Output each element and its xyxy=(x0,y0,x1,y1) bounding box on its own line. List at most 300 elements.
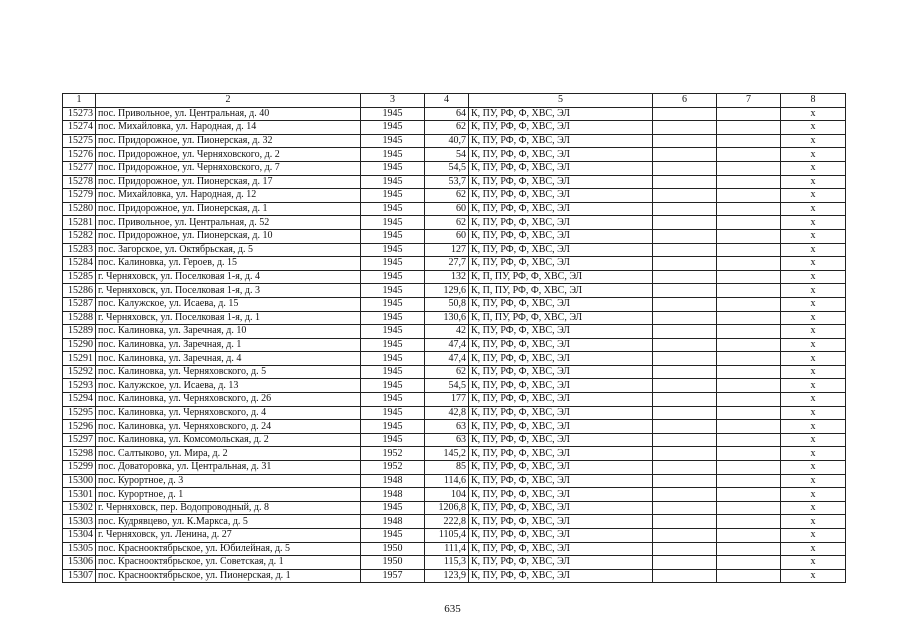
table-row xyxy=(63,229,846,243)
cell-id: 15294 xyxy=(63,393,96,407)
cell-col8: х xyxy=(781,406,846,420)
cell-address: пос. Калиновка, ул. Героев, д. 15 xyxy=(96,257,361,271)
cell-col6 xyxy=(653,542,717,556)
cell-id: 15293 xyxy=(63,379,96,393)
cell-col6 xyxy=(653,501,717,515)
cell-col6 xyxy=(653,297,717,311)
cell-year: 1952 xyxy=(361,461,425,475)
cell-col7 xyxy=(717,189,781,203)
cell-area: 63 xyxy=(425,433,469,447)
cell-address: г. Черняховск, ул. Ленина, д. 27 xyxy=(96,529,361,543)
cell-col8: х xyxy=(781,474,846,488)
cell-utilities: К, ПУ, РФ, Ф, ХВС, ЭЛ xyxy=(469,461,653,475)
table-row xyxy=(63,393,846,407)
header-cell: 7 xyxy=(717,94,781,108)
cell-year: 1945 xyxy=(361,202,425,216)
cell-col6 xyxy=(653,529,717,543)
cell-col8: х xyxy=(781,121,846,135)
cell-col6 xyxy=(653,270,717,284)
cell-id: 15292 xyxy=(63,365,96,379)
table-row xyxy=(63,447,846,461)
cell-col6 xyxy=(653,569,717,583)
cell-year: 1950 xyxy=(361,556,425,570)
table-row xyxy=(63,379,846,393)
cell-area: 40,7 xyxy=(425,134,469,148)
table-row xyxy=(63,311,846,325)
cell-id: 15303 xyxy=(63,515,96,529)
cell-address: г. Черняховск, ул. Поселковая 1-я, д. 4 xyxy=(96,270,361,284)
cell-year: 1945 xyxy=(361,311,425,325)
cell-col6 xyxy=(653,556,717,570)
cell-col8: х xyxy=(781,433,846,447)
cell-utilities: К, ПУ, РФ, Ф, ХВС, ЭЛ xyxy=(469,297,653,311)
cell-address: пос. Калиновка, ул. Черняховского, д. 26 xyxy=(96,393,361,407)
cell-utilities: К, ПУ, РФ, Ф, ХВС, ЭЛ xyxy=(469,529,653,543)
cell-col7 xyxy=(717,243,781,257)
cell-col8: х xyxy=(781,365,846,379)
cell-col7 xyxy=(717,121,781,135)
header-cell: 6 xyxy=(653,94,717,108)
table-row xyxy=(63,542,846,556)
cell-col6 xyxy=(653,488,717,502)
cell-col6 xyxy=(653,257,717,271)
cell-area: 129,6 xyxy=(425,284,469,298)
cell-address: пос. Кудрявцево, ул. К.Маркса, д. 5 xyxy=(96,515,361,529)
cell-address: г. Черняховск, ул. Поселковая 1-я, д. 3 xyxy=(96,284,361,298)
cell-id: 15298 xyxy=(63,447,96,461)
cell-year: 1945 xyxy=(361,257,425,271)
cell-area: 27,7 xyxy=(425,257,469,271)
cell-id: 15284 xyxy=(63,257,96,271)
cell-col8: х xyxy=(781,189,846,203)
cell-year: 1945 xyxy=(361,352,425,366)
cell-col8: х xyxy=(781,325,846,339)
cell-utilities: К, ПУ, РФ, Ф, ХВС, ЭЛ xyxy=(469,202,653,216)
cell-area: 114,6 xyxy=(425,474,469,488)
cell-area: 62 xyxy=(425,216,469,230)
cell-address: пос. Калиновка, ул. Заречная, д. 10 xyxy=(96,325,361,339)
cell-address: пос. Краснооктябрьское, ул. Пионерская, д. 1 xyxy=(96,569,361,583)
cell-address: пос. Салтыково, ул. Мира, д. 2 xyxy=(96,447,361,461)
table-row xyxy=(63,243,846,257)
cell-col7 xyxy=(717,501,781,515)
table-row xyxy=(63,352,846,366)
table-row xyxy=(63,474,846,488)
cell-col7 xyxy=(717,474,781,488)
cell-address: пос. Калиновка, ул. Черняховского, д. 5 xyxy=(96,365,361,379)
cell-col8: х xyxy=(781,297,846,311)
table-row xyxy=(63,338,846,352)
cell-col8: х xyxy=(781,338,846,352)
cell-id: 15277 xyxy=(63,161,96,175)
cell-year: 1945 xyxy=(361,433,425,447)
cell-id: 15274 xyxy=(63,121,96,135)
cell-col7 xyxy=(717,107,781,121)
cell-col7 xyxy=(717,338,781,352)
cell-id: 15291 xyxy=(63,352,96,366)
cell-col6 xyxy=(653,189,717,203)
cell-col8: х xyxy=(781,379,846,393)
table-row xyxy=(63,556,846,570)
cell-id: 15297 xyxy=(63,433,96,447)
cell-area: 47,4 xyxy=(425,338,469,352)
cell-col6 xyxy=(653,433,717,447)
cell-utilities: К, ПУ, РФ, Ф, ХВС, ЭЛ xyxy=(469,447,653,461)
cell-address: пос. Калиновка, ул. Черняховского, д. 4 xyxy=(96,406,361,420)
cell-col7 xyxy=(717,284,781,298)
cell-id: 15283 xyxy=(63,243,96,257)
cell-utilities: К, ПУ, РФ, Ф, ХВС, ЭЛ xyxy=(469,420,653,434)
cell-col7 xyxy=(717,325,781,339)
cell-col8: х xyxy=(781,161,846,175)
table-row xyxy=(63,488,846,502)
cell-col6 xyxy=(653,474,717,488)
table-row xyxy=(63,501,846,515)
cell-address: г. Черняховск, ул. Поселковая 1-я, д. 1 xyxy=(96,311,361,325)
cell-col7 xyxy=(717,379,781,393)
cell-address: пос. Придорожное, ул. Пионерская, д. 10 xyxy=(96,229,361,243)
cell-address: г. Черняховск, пер. Водопроводный, д. 8 xyxy=(96,501,361,515)
cell-utilities: К, ПУ, РФ, Ф, ХВС, ЭЛ xyxy=(469,216,653,230)
table-row xyxy=(63,121,846,135)
cell-utilities: К, ПУ, РФ, Ф, ХВС, ЭЛ xyxy=(469,542,653,556)
cell-col8: х xyxy=(781,447,846,461)
cell-year: 1945 xyxy=(361,284,425,298)
cell-year: 1945 xyxy=(361,270,425,284)
cell-utilities: К, ПУ, РФ, Ф, ХВС, ЭЛ xyxy=(469,556,653,570)
cell-year: 1945 xyxy=(361,189,425,203)
cell-col8: х xyxy=(781,501,846,515)
cell-address: пос. Загорское, ул. Октябрьская, д. 5 xyxy=(96,243,361,257)
cell-address: пос. Михайловка, ул. Народная, д. 12 xyxy=(96,189,361,203)
cell-id: 15278 xyxy=(63,175,96,189)
cell-col6 xyxy=(653,202,717,216)
cell-area: 127 xyxy=(425,243,469,257)
cell-year: 1945 xyxy=(361,325,425,339)
cell-address: пос. Привольное, ул. Центральная, д. 40 xyxy=(96,107,361,121)
cell-address: пос. Придорожное, ул. Черняховского, д. 2 xyxy=(96,148,361,162)
cell-address: пос. Придорожное, ул. Пионерская, д. 1 xyxy=(96,202,361,216)
cell-area: 130,6 xyxy=(425,311,469,325)
cell-id: 15285 xyxy=(63,270,96,284)
cell-col8: х xyxy=(781,202,846,216)
table-row xyxy=(63,216,846,230)
column-number-row xyxy=(63,94,846,108)
cell-address: пос. Михайловка, ул. Народная, д. 14 xyxy=(96,121,361,135)
cell-address: пос. Калужское, ул. Исаева, д. 13 xyxy=(96,379,361,393)
cell-area: 123,9 xyxy=(425,569,469,583)
cell-address: пос. Придорожное, ул. Пионерская, д. 32 xyxy=(96,134,361,148)
cell-year: 1945 xyxy=(361,134,425,148)
cell-col7 xyxy=(717,216,781,230)
cell-area: 62 xyxy=(425,365,469,379)
cell-col7 xyxy=(717,556,781,570)
cell-col6 xyxy=(653,175,717,189)
cell-id: 15276 xyxy=(63,148,96,162)
cell-year: 1957 xyxy=(361,569,425,583)
cell-col8: х xyxy=(781,257,846,271)
cell-utilities: К, ПУ, РФ, Ф, ХВС, ЭЛ xyxy=(469,433,653,447)
cell-id: 15301 xyxy=(63,488,96,502)
header-cell: 1 xyxy=(63,94,96,108)
cell-id: 15304 xyxy=(63,529,96,543)
cell-id: 15273 xyxy=(63,107,96,121)
cell-col6 xyxy=(653,365,717,379)
cell-id: 15295 xyxy=(63,406,96,420)
cell-id: 15307 xyxy=(63,569,96,583)
cell-year: 1945 xyxy=(361,406,425,420)
cell-area: 64 xyxy=(425,107,469,121)
cell-id: 15302 xyxy=(63,501,96,515)
cell-col6 xyxy=(653,325,717,339)
table-row xyxy=(63,202,846,216)
cell-utilities: К, ПУ, РФ, Ф, ХВС, ЭЛ xyxy=(469,379,653,393)
cell-utilities: К, П, ПУ, РФ, Ф, ХВС, ЭЛ xyxy=(469,270,653,284)
cell-utilities: К, ПУ, РФ, Ф, ХВС, ЭЛ xyxy=(469,257,653,271)
cell-col8: х xyxy=(781,461,846,475)
cell-col7 xyxy=(717,352,781,366)
cell-id: 15282 xyxy=(63,229,96,243)
cell-id: 15286 xyxy=(63,284,96,298)
cell-address: пос. Калиновка, ул. Заречная, д. 4 xyxy=(96,352,361,366)
cell-col8: х xyxy=(781,556,846,570)
table-row xyxy=(63,420,846,434)
cell-year: 1945 xyxy=(361,501,425,515)
cell-col6 xyxy=(653,134,717,148)
cell-address: пос. Доваторовка, ул. Центральная, д. 31 xyxy=(96,461,361,475)
cell-col8: х xyxy=(781,393,846,407)
cell-col7 xyxy=(717,461,781,475)
cell-col6 xyxy=(653,461,717,475)
cell-year: 1950 xyxy=(361,542,425,556)
table-row xyxy=(63,148,846,162)
cell-col8: х xyxy=(781,569,846,583)
cell-utilities: К, ПУ, РФ, Ф, ХВС, ЭЛ xyxy=(469,107,653,121)
cell-year: 1948 xyxy=(361,515,425,529)
cell-utilities: К, ПУ, РФ, Ф, ХВС, ЭЛ xyxy=(469,161,653,175)
table-row xyxy=(63,325,846,339)
cell-year: 1948 xyxy=(361,474,425,488)
header-cell: 2 xyxy=(96,94,361,108)
table-row xyxy=(63,365,846,379)
header-cell: 3 xyxy=(361,94,425,108)
cell-col7 xyxy=(717,161,781,175)
cell-utilities: К, ПУ, РФ, Ф, ХВС, ЭЛ xyxy=(469,134,653,148)
cell-area: 145,2 xyxy=(425,447,469,461)
cell-area: 104 xyxy=(425,488,469,502)
cell-address: пос. Калужское, ул. Исаева, д. 15 xyxy=(96,297,361,311)
table-row xyxy=(63,529,846,543)
cell-utilities: К, П, ПУ, РФ, Ф, ХВС, ЭЛ xyxy=(469,284,653,298)
cell-area: 50,8 xyxy=(425,297,469,311)
cell-col7 xyxy=(717,447,781,461)
cell-col8: х xyxy=(781,542,846,556)
cell-address: пос. Краснооктябрьское, ул. Юбилейная, д. 5 xyxy=(96,542,361,556)
cell-col6 xyxy=(653,229,717,243)
cell-year: 1945 xyxy=(361,175,425,189)
cell-area: 115,3 xyxy=(425,556,469,570)
cell-area: 42 xyxy=(425,325,469,339)
table-body xyxy=(63,94,846,583)
cell-id: 15281 xyxy=(63,216,96,230)
cell-col6 xyxy=(653,311,717,325)
cell-col6 xyxy=(653,121,717,135)
cell-col7 xyxy=(717,297,781,311)
cell-col7 xyxy=(717,257,781,271)
cell-col8: х xyxy=(781,270,846,284)
header-cell: 5 xyxy=(469,94,653,108)
table-row xyxy=(63,189,846,203)
cell-utilities: К, ПУ, РФ, Ф, ХВС, ЭЛ xyxy=(469,365,653,379)
cell-year: 1945 xyxy=(361,529,425,543)
cell-utilities: К, ПУ, РФ, Ф, ХВС, ЭЛ xyxy=(469,338,653,352)
cell-area: 54 xyxy=(425,148,469,162)
cell-col8: х xyxy=(781,352,846,366)
cell-area: 177 xyxy=(425,393,469,407)
cell-address: пос. Курортное, д. 1 xyxy=(96,488,361,502)
cell-id: 15275 xyxy=(63,134,96,148)
cell-area: 54,5 xyxy=(425,161,469,175)
cell-col7 xyxy=(717,542,781,556)
cell-id: 15299 xyxy=(63,461,96,475)
cell-year: 1945 xyxy=(361,393,425,407)
cell-col7 xyxy=(717,488,781,502)
cell-col8: х xyxy=(781,488,846,502)
cell-address: пос. Придорожное, ул. Пионерская, д. 17 xyxy=(96,175,361,189)
cell-address: пос. Калиновка, ул. Заречная, д. 1 xyxy=(96,338,361,352)
cell-id: 15279 xyxy=(63,189,96,203)
cell-col6 xyxy=(653,338,717,352)
cell-col6 xyxy=(653,161,717,175)
cell-utilities: К, ПУ, РФ, Ф, ХВС, ЭЛ xyxy=(469,229,653,243)
cell-col7 xyxy=(717,569,781,583)
cell-year: 1945 xyxy=(361,148,425,162)
cell-col6 xyxy=(653,352,717,366)
cell-area: 132 xyxy=(425,270,469,284)
cell-col6 xyxy=(653,420,717,434)
cell-col8: х xyxy=(781,515,846,529)
cell-id: 15287 xyxy=(63,297,96,311)
cell-col8: х xyxy=(781,216,846,230)
cell-col8: х xyxy=(781,284,846,298)
cell-address: пос. Курортное, д. 3 xyxy=(96,474,361,488)
cell-utilities: К, ПУ, РФ, Ф, ХВС, ЭЛ xyxy=(469,148,653,162)
cell-year: 1945 xyxy=(361,229,425,243)
cell-col7 xyxy=(717,311,781,325)
cell-col6 xyxy=(653,393,717,407)
cell-id: 15288 xyxy=(63,311,96,325)
cell-utilities: К, ПУ, РФ, Ф, ХВС, ЭЛ xyxy=(469,325,653,339)
cell-col8: х xyxy=(781,107,846,121)
cell-col7 xyxy=(717,202,781,216)
cell-area: 47,4 xyxy=(425,352,469,366)
cell-col7 xyxy=(717,406,781,420)
table-row xyxy=(63,161,846,175)
cell-area: 222,8 xyxy=(425,515,469,529)
cell-address: пос. Привольное, ул. Центральная, д. 52 xyxy=(96,216,361,230)
cell-col8: х xyxy=(781,529,846,543)
cell-col6 xyxy=(653,515,717,529)
table-row xyxy=(63,461,846,475)
cell-year: 1945 xyxy=(361,216,425,230)
cell-area: 111,4 xyxy=(425,542,469,556)
cell-utilities: К, ПУ, РФ, Ф, ХВС, ЭЛ xyxy=(469,175,653,189)
cell-address: пос. Калиновка, ул. Черняховского, д. 24 xyxy=(96,420,361,434)
table-row xyxy=(63,297,846,311)
header-cell: 8 xyxy=(781,94,846,108)
page-number: 635 xyxy=(444,603,461,615)
cell-year: 1948 xyxy=(361,488,425,502)
cell-area: 63 xyxy=(425,420,469,434)
cell-id: 15305 xyxy=(63,542,96,556)
cell-area: 62 xyxy=(425,189,469,203)
cell-col7 xyxy=(717,175,781,189)
table-row xyxy=(63,284,846,298)
cell-year: 1945 xyxy=(361,121,425,135)
cell-col7 xyxy=(717,420,781,434)
cell-col7 xyxy=(717,529,781,543)
cell-utilities: К, П, ПУ, РФ, Ф, ХВС, ЭЛ xyxy=(469,311,653,325)
table-row xyxy=(63,257,846,271)
cell-area: 53,7 xyxy=(425,175,469,189)
cell-id: 15300 xyxy=(63,474,96,488)
table-row xyxy=(63,569,846,583)
cell-address: пос. Краснооктябрьское, ул. Советская, д. 1 xyxy=(96,556,361,570)
cell-year: 1952 xyxy=(361,447,425,461)
cell-utilities: К, ПУ, РФ, Ф, ХВС, ЭЛ xyxy=(469,569,653,583)
table-row xyxy=(63,433,846,447)
cell-col7 xyxy=(717,365,781,379)
cell-area: 54,5 xyxy=(425,379,469,393)
cell-year: 1945 xyxy=(361,379,425,393)
cell-year: 1945 xyxy=(361,365,425,379)
cell-col8: х xyxy=(781,148,846,162)
cell-col6 xyxy=(653,148,717,162)
cell-col7 xyxy=(717,393,781,407)
cell-col6 xyxy=(653,406,717,420)
cell-col8: х xyxy=(781,229,846,243)
cell-col7 xyxy=(717,148,781,162)
cell-area: 62 xyxy=(425,121,469,135)
cell-area: 60 xyxy=(425,229,469,243)
cell-year: 1945 xyxy=(361,297,425,311)
cell-col7 xyxy=(717,229,781,243)
cell-id: 15306 xyxy=(63,556,96,570)
cell-utilities: К, ПУ, РФ, Ф, ХВС, ЭЛ xyxy=(469,352,653,366)
cell-col7 xyxy=(717,515,781,529)
cell-utilities: К, ПУ, РФ, Ф, ХВС, ЭЛ xyxy=(469,488,653,502)
cell-id: 15296 xyxy=(63,420,96,434)
cell-utilities: К, ПУ, РФ, Ф, ХВС, ЭЛ xyxy=(469,393,653,407)
cell-col7 xyxy=(717,270,781,284)
cell-id: 15290 xyxy=(63,338,96,352)
cell-col8: х xyxy=(781,134,846,148)
cell-area: 85 xyxy=(425,461,469,475)
table-row xyxy=(63,515,846,529)
cell-col6 xyxy=(653,216,717,230)
cell-col6 xyxy=(653,243,717,257)
cell-area: 1206,8 xyxy=(425,501,469,515)
table-row xyxy=(63,134,846,148)
cell-col8: х xyxy=(781,420,846,434)
cell-area: 42,8 xyxy=(425,406,469,420)
table-row xyxy=(63,175,846,189)
table-row xyxy=(63,270,846,284)
table-row xyxy=(63,406,846,420)
cell-id: 15280 xyxy=(63,202,96,216)
cell-utilities: К, ПУ, РФ, Ф, ХВС, ЭЛ xyxy=(469,474,653,488)
cell-col6 xyxy=(653,447,717,461)
